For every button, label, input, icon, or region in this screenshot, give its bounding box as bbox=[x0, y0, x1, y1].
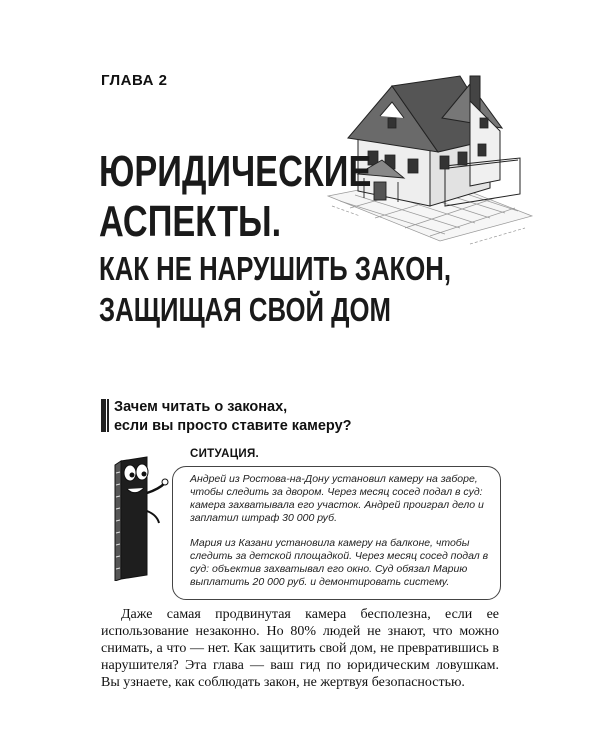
body-paragraph: Даже самая продвинутая камера бесполезна, если ее использование незаконно. Но 80% людей не знают, что можно снимать, а что — нет. Как защитить свой дом, не превратившись в нарушителя? Эта глава — ваш гид по юридическим ловушкам. Вы узнаете, как соблюдать закон, не жертвуя безопасностью. bbox=[101, 607, 499, 690]
section-question bbox=[114, 398, 352, 436]
situation-case-2: Мария из Казани установила камеру на балконе, чтобы следить за детской площадкой. Через месяц сосед подал в суд: объектив захватывал его окно. Суд обязал Марию выплатить 20 000 руб. и демонтировать систему. bbox=[190, 537, 489, 588]
situation-label: СИТУАЦИЯ. bbox=[190, 448, 260, 460]
title-line-3: КАК НЕ НАРУШИТЬ ЗАКОН, bbox=[99, 250, 452, 287]
situation-case-1: Андрей из Ростова-на-Дону установил камеру на заборе, чтобы следить за двором. Через месяц сосед подал в суд: камера захватывала его участок. Андрей проиграл дело и заплатил штраф 30 000 руб. bbox=[190, 473, 484, 524]
chapter-title bbox=[99, 147, 452, 328]
question-line-2: если вы просто ставите камеру? bbox=[114, 418, 352, 434]
title-line-2: АСПЕКТЫ. bbox=[99, 197, 282, 246]
book-mascot-icon bbox=[107, 453, 171, 581]
section-bar-decoration bbox=[101, 399, 106, 432]
question-line-1: Зачем читать о законах, bbox=[114, 399, 288, 415]
title-line-1: ЮРИДИЧЕСКИЕ bbox=[99, 147, 372, 196]
title-line-4: ЗАЩИЩАЯ СВОЙ ДОМ bbox=[99, 291, 391, 328]
section-bar-thin-decoration bbox=[107, 399, 109, 432]
chapter-label: ГЛАВА 2 bbox=[101, 72, 168, 89]
